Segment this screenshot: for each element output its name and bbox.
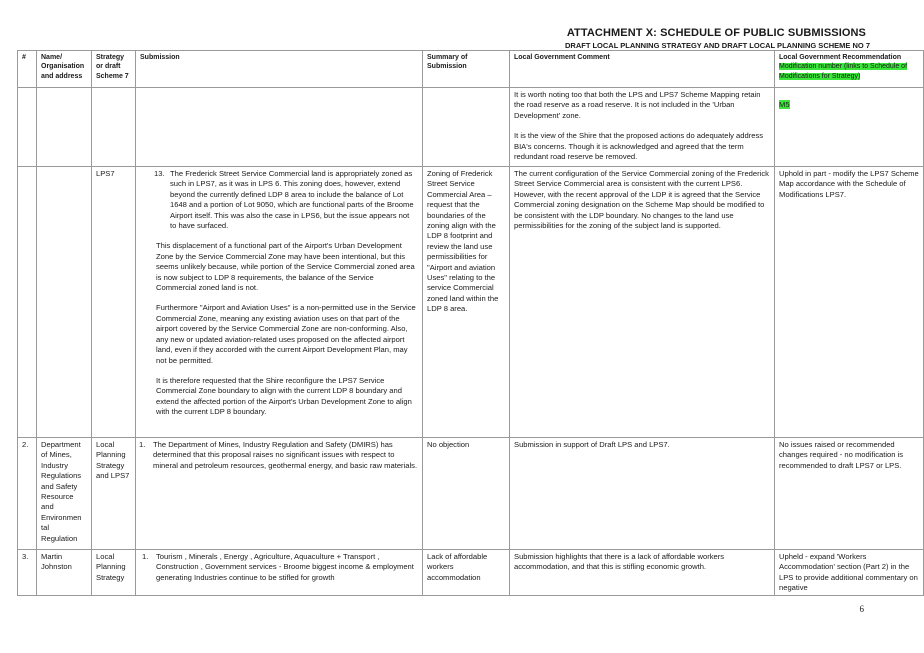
col-header-comment: Local Government Comment [510, 51, 775, 88]
submission-item [139, 440, 418, 471]
cell-number: 3. [18, 550, 37, 596]
cell-number [18, 167, 37, 438]
submission-item-number: 1. [139, 440, 146, 449]
comment-paragraph: It is worth noting too that both the LPS and LPS7 Scheme Mapping retain the road reserve as a road reserve. It is not included in the 'Urban Development' zone. [514, 90, 761, 120]
cell-summary [423, 88, 510, 167]
submission-item [142, 552, 418, 583]
submission-paragraph: This displacement of a functional part of the Airport's Urban Development Zone by the Service Commercial Zone may have been intentional, but this seems unlikely because, while portion of the Service Commercial zoned area is now subject to LDP 8 requirements, the balance of the Service Commercial zoned land is not. [156, 241, 415, 293]
cell-summary: Lack of affordable workers accommodation [423, 550, 510, 596]
cell-strategy: Local Planning Strategy and LPS7 [92, 438, 136, 550]
cell-submission [136, 167, 423, 438]
table-row [18, 88, 924, 167]
submissions-table [17, 50, 924, 596]
col-header-name: Name/ Organisation and address [37, 51, 92, 88]
submission-paragraph: Furthermore "Airport and Aviation Uses" is a non-permitted use in the Service Commercial Zone, meaning any existing aviation uses on that part of the airport covered by the Service Commercial Zone are non-conforming. Also, any new or updated aviation-related uses proposed on the affected airport land, even if they accorded with the current Airport Development Plan, may not be permitted. [156, 303, 416, 365]
table-header-row [18, 51, 924, 88]
cell-strategy [92, 88, 136, 167]
cell-submission [136, 438, 423, 550]
cell-name [37, 167, 92, 438]
cell-comment: Submission in support of Draft LPS and LPS7. [510, 438, 775, 550]
submission-item-number: 13. [154, 169, 165, 178]
col-header-number: # [18, 51, 37, 88]
col-header-recommendation [775, 51, 924, 88]
document-subtitle: DRAFT LOCAL PLANNING STRATEGY AND DRAFT LOCAL PLANNING SCHEME NO 7 [564, 41, 870, 50]
cell-number: 2. [18, 438, 37, 550]
submission-paragraph: It is therefore requested that the Shire reconfigure the LPS7 Service Commercial Zone boundary to align with the current LDP 8 boundary and extend the affected portion of the Airport's Urban Development Zone to align with the current LDP 8 boundary. [156, 375, 412, 417]
cell-recommendation [775, 88, 924, 167]
cell-strategy: LPS7 [92, 167, 136, 438]
cell-recommendation: Upheld - expand 'Workers Accommodation' section (Part 2) in the LPS to provide additional commentary on negative [775, 550, 924, 596]
cell-summary: No objection [423, 438, 510, 550]
table-row [18, 438, 924, 550]
cell-name: Martin Johnston [37, 550, 92, 596]
submission-item-text: The Frederick Street Service Commercial land is appropriately zoned as such in LPS7, as it was in LPS 6. This zoning does, however, extend beyond the currently defined LDP 8 area to include the balance of Lot 1648 and a portion of Lot 9050, which are functional parts of the Broome Airport itself. This was also the case in LPS6, but the issue appears not to have surfaced. [170, 169, 414, 231]
recommendation-header-note: Modification number (links to Schedule of Modifications for Strategy) [779, 63, 908, 80]
cell-submission [136, 88, 423, 167]
cell-recommendation: Uphold in part - modify the LPS7 Scheme Map accordance with the Schedule of Modifications LPS7. [775, 167, 924, 438]
cell-strategy: Local Planning Strategy [92, 550, 136, 596]
page-number: 6 [859, 604, 864, 614]
cell-number [18, 88, 37, 167]
table-row [18, 167, 924, 438]
recommendation-header-title: Local Government Recommendation [779, 54, 902, 61]
cell-comment: Submission highlights that there is a lack of affordable workers accommodation, and that this is stifling economic growth. [510, 550, 775, 596]
submission-item [154, 169, 416, 231]
submission-item-text: The Department of Mines, Industry Regulation and Safety (DMIRS) has determined that this proposal raises no significant issues with respect to mineral and petroleum resources, geothermal energy, and basic raw materials. [153, 440, 418, 470]
col-header-submission: Submission [136, 51, 423, 88]
table-row [18, 550, 924, 596]
modification-number-badge: M5 [779, 100, 790, 109]
cell-recommendation: No issues raised or recommended changes required - no modification is recommended to draft LPS7 or LPS. [775, 438, 924, 550]
cell-name: Department of Mines, Industry Regulations and Safety Resource and Environmen tal Regulation [37, 438, 92, 550]
comment-paragraph: It is the view of the Shire that the proposed actions do adequately address BIA's concerns. Though it is acknowledged and agreed that the term redundant road reserve be removed. [514, 131, 764, 162]
cell-name [37, 88, 92, 167]
col-header-summary: Summary of Submission [423, 51, 510, 88]
col-header-strategy: Strategy or draft Scheme 7 [92, 51, 136, 88]
submission-item-number: 1. [142, 552, 149, 561]
cell-summary: Zoning of Frederick Street Service Commercial Area – request that the boundaries of the zoning align with the LDP 8 footprint and review the land use permissibilities for "Airport and aviation Uses" relating to the service Commercial zoned land within the LDP 8 area. [423, 167, 510, 438]
cell-comment: The current configuration of the Service Commercial zoning of the Frederick Street Service Commercial area is consistent with the current LPS6. However, with the recent approval of the LDP it is agreed that the Service Commercial zoning designation on the Scheme Map should be modified to be consistent with the LDP boundary. No changes to the land use permissibilities for the zoning of the subject land is supported. [510, 167, 775, 438]
submission-item-text: Tourism , Minerals , Energy , Agriculture, Aquaculture + Transport , Construction , Government services - Broome biggest income & employment generating Industries continue to be stifled for growth [156, 552, 414, 582]
cell-submission [136, 550, 423, 596]
cell-comment [510, 88, 775, 167]
document-title: ATTACHMENT X: SCHEDULE OF PUBLIC SUBMISSIONS [566, 27, 866, 39]
